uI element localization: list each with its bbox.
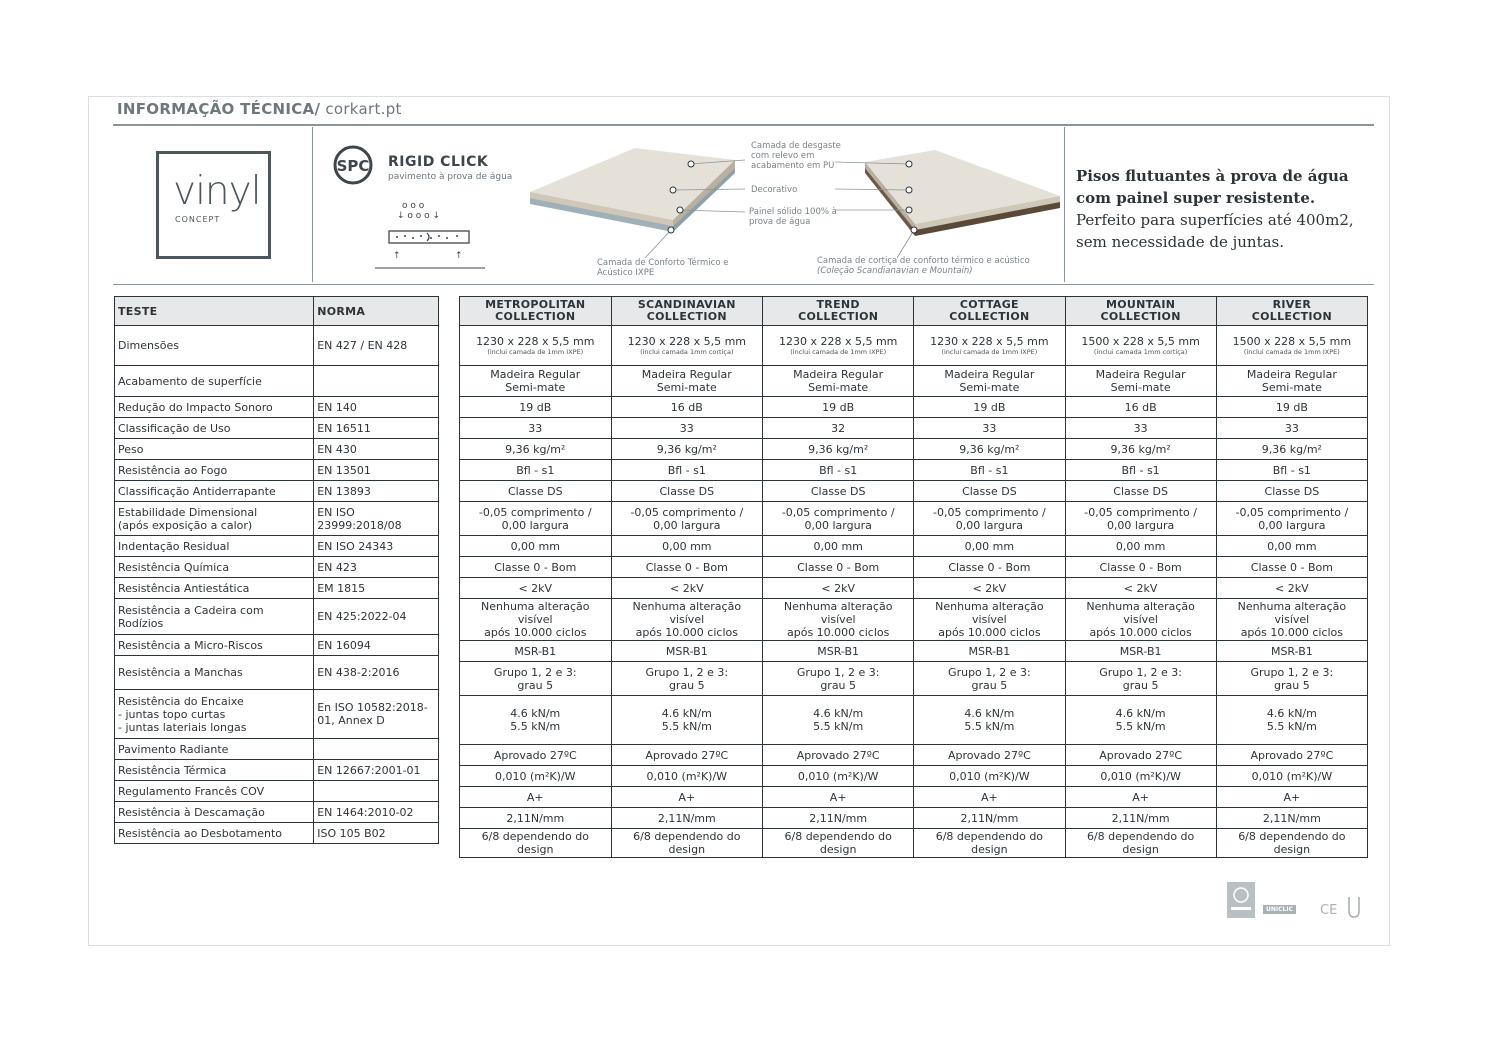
tagline-reg-2: sem necessidade de juntas. [1076, 233, 1285, 251]
table-row [460, 481, 1368, 502]
value-cell: Madeira Regular Semi-mate [1065, 366, 1216, 397]
value-cell: 0,010 (m²K)/W [611, 766, 763, 787]
header-title: INFORMAÇÃO TÉCNICA [117, 100, 315, 118]
value-cell: Bfl - s1 [763, 460, 914, 481]
value-cell: Classe DS [611, 481, 763, 502]
standard-cell: EN 16094 [314, 635, 439, 656]
standard-cell [314, 366, 439, 397]
table-row [115, 557, 439, 578]
value-cell: 0,00 mm [1065, 536, 1216, 557]
value-cell: 2,11N/mm [1216, 808, 1367, 829]
value-cell: Classe 0 - Bom [763, 557, 914, 578]
test-name-cell: Pavimento Radiante [115, 739, 314, 760]
test-name-cell: Classificação de Uso [115, 418, 314, 439]
table-row [460, 418, 1368, 439]
table-row [460, 787, 1368, 808]
value-cell: 9,36 kg/m² [1065, 439, 1216, 460]
value-cell: 6/8 dependendo do design [1065, 829, 1216, 858]
test-name-cell: Acabamento de superfície [115, 366, 314, 397]
collection-header: RIVER COLLECTION [1216, 297, 1367, 326]
dimension-value: 1230 x 228 x 5,5 mm [476, 335, 595, 348]
standard-cell: EN 425:2022-04 [314, 599, 439, 635]
table-row [115, 578, 439, 599]
dimension-value: 1230 x 228 x 5,5 mm [930, 335, 1049, 348]
value-cell: Classe 0 - Bom [1216, 557, 1367, 578]
value-cell: MSR-B1 [763, 641, 914, 662]
value-cell: A+ [1216, 787, 1367, 808]
value-cell: Aprovado 27ºC [460, 745, 612, 766]
value-cell: MSR-B1 [1216, 641, 1367, 662]
table-row [115, 739, 439, 760]
table-row [460, 439, 1368, 460]
value-cell: 0,010 (m²K)/W [914, 766, 1065, 787]
value-cell: 0,00 mm [914, 536, 1065, 557]
value-cell: 2,11N/mm [611, 808, 763, 829]
value-cell: Grupo 1, 2 e 3: grau 5 [1216, 662, 1367, 696]
spc-badge-text: SPC [336, 157, 370, 175]
test-name-cell: Dimensões [115, 326, 314, 366]
value-cell: 0,00 mm [460, 536, 612, 557]
value-cell: 32 [763, 418, 914, 439]
test-name-cell: Regulamento Francês COV [115, 781, 314, 802]
value-cell: 6/8 dependendo do design [914, 829, 1065, 858]
table-row [115, 823, 439, 844]
label-wear-layer: Camada de desgaste com relevo em acabamento em PU [751, 141, 841, 171]
col-header-standard: NORMA [314, 297, 439, 326]
value-cell: -0,05 comprimento / 0,00 largura [1065, 502, 1216, 536]
spc-badge-icon [328, 145, 378, 185]
test-name-cell: Resistência a Micro-Riscos [115, 635, 314, 656]
waterproof-drops-icon [375, 198, 485, 270]
rigid-click-subtitle: pavimento à prova de água [388, 172, 513, 182]
table-row [460, 745, 1368, 766]
test-name-cell: Estabilidade Dimensional (após exposição a calor) [115, 502, 314, 536]
value-cell: 2,11N/mm [460, 808, 612, 829]
label-ixpe: Camada de Conforto Térmico e Acústico IXPE [597, 258, 729, 278]
value-cell: Grupo 1, 2 e 3: grau 5 [763, 662, 914, 696]
value-cell: A+ [763, 787, 914, 808]
value-cell: MSR-B1 [914, 641, 1065, 662]
table-row [115, 656, 439, 690]
test-name-cell: Redução do Impacto Sonoro [115, 397, 314, 418]
standard-cell: EN 16511 [314, 418, 439, 439]
table-row [460, 578, 1368, 599]
logo-word: vinyl [173, 169, 261, 214]
value-cell: -0,05 comprimento / 0,00 largura [763, 502, 914, 536]
table-row [115, 418, 439, 439]
dimension-cell [1065, 326, 1216, 366]
test-name-cell: Resistência Térmica [115, 760, 314, 781]
value-cell: 19 dB [460, 397, 612, 418]
standard-cell: EN 140 [314, 397, 439, 418]
value-cell: < 2kV [1065, 578, 1216, 599]
value-cell: 6/8 dependendo do design [611, 829, 763, 858]
value-cell: 9,36 kg/m² [1216, 439, 1367, 460]
value-cell: 2,11N/mm [914, 808, 1065, 829]
value-cell: Nenhuma alteração visível após 10.000 ciclos [763, 599, 914, 641]
collection-header: METROPOLITAN COLLECTION [460, 297, 612, 326]
table-row [115, 397, 439, 418]
label-decorative: Decorativo [751, 185, 798, 195]
standard-cell [314, 739, 439, 760]
value-cell: 4.6 kN/m 5.5 kN/m [1216, 696, 1367, 745]
value-cell: 16 dB [611, 397, 763, 418]
value-cell: Classe DS [460, 481, 612, 502]
dimension-cell [763, 326, 914, 366]
value-cell: 2,11N/mm [1065, 808, 1216, 829]
table-row [115, 781, 439, 802]
standard-cell: EN 13893 [314, 481, 439, 502]
certification-seal-icon [1227, 882, 1255, 918]
value-cell: Aprovado 27ºC [914, 745, 1065, 766]
table-row [460, 536, 1368, 557]
value-cell: Classe DS [1065, 481, 1216, 502]
table-row [115, 460, 439, 481]
table-row [460, 696, 1368, 745]
test-name-cell: Peso [115, 439, 314, 460]
value-cell: 19 dB [914, 397, 1065, 418]
value-cell: Aprovado 27ºC [763, 745, 914, 766]
standard-cell: En ISO 10582:2018- 01, Annex D [314, 690, 439, 739]
value-cell: Bfl - s1 [1065, 460, 1216, 481]
table-row [460, 641, 1368, 662]
table-row [460, 460, 1368, 481]
value-cell: 33 [1216, 418, 1367, 439]
divider-left [312, 127, 313, 282]
value-cell: A+ [460, 787, 612, 808]
standard-cell: EN 430 [314, 439, 439, 460]
value-cell: 33 [914, 418, 1065, 439]
table-row [115, 690, 439, 739]
page-header [117, 100, 402, 118]
dimension-value: 1500 x 228 x 5,5 mm [1081, 335, 1200, 348]
table-row [115, 635, 439, 656]
table-row [115, 536, 439, 557]
table-row [115, 599, 439, 635]
value-cell: 0,010 (m²K)/W [460, 766, 612, 787]
value-cell: Madeira Regular Semi-mate [763, 366, 914, 397]
test-name-cell: Classificação Antiderrapante [115, 481, 314, 502]
value-cell: 6/8 dependendo do design [460, 829, 612, 858]
test-name-cell: Resistência do Encaixe - juntas topo curtas - juntas lateriais longas [115, 690, 314, 739]
value-cell: 0,00 mm [1216, 536, 1367, 557]
table-row [115, 326, 439, 366]
dimension-cell [914, 326, 1065, 366]
value-cell: Classe DS [914, 481, 1065, 502]
value-cell: Nenhuma alteração visível após 10.000 ciclos [611, 599, 763, 641]
svg-text:o o o: o o o [402, 201, 425, 211]
table-row [115, 760, 439, 781]
value-cell: Grupo 1, 2 e 3: grau 5 [460, 662, 612, 696]
value-cell: 0,010 (m²K)/W [1216, 766, 1367, 787]
table-row [460, 766, 1368, 787]
svg-text:↓ o o o ↓: ↓ o o o ↓ [397, 211, 441, 221]
table-row [460, 397, 1368, 418]
value-cell: Classe 0 - Bom [460, 557, 612, 578]
value-cell: Bfl - s1 [914, 460, 1065, 481]
value-cell: 9,36 kg/m² [914, 439, 1065, 460]
standard-cell: EN 12667:2001-01 [314, 760, 439, 781]
tagline [1076, 165, 1386, 253]
value-cell: < 2kV [763, 578, 914, 599]
value-cell: 33 [1065, 418, 1216, 439]
uniclic-logo: UNICLIC [1263, 905, 1296, 914]
test-name-cell: Resistência ao Desbotamento [115, 823, 314, 844]
value-cell: 0,010 (m²K)/W [1065, 766, 1216, 787]
dimension-note: (inclui camada de 1mm IXPE) [941, 348, 1038, 356]
label-cork-note: (Coleção Scandianavian e Mountain) [817, 266, 973, 276]
value-cell: 33 [611, 418, 763, 439]
value-cell: 0,00 mm [611, 536, 763, 557]
value-cell: Grupo 1, 2 e 3: grau 5 [1065, 662, 1216, 696]
header-separator: / [314, 100, 321, 118]
table-row [115, 802, 439, 823]
dimension-note: (inclui camada de 1mm IXPE) [790, 348, 887, 356]
section-rule [113, 284, 1374, 285]
value-cell: 6/8 dependendo do design [1216, 829, 1367, 858]
value-cell: Classe DS [1216, 481, 1367, 502]
standard-cell: EN 423 [314, 557, 439, 578]
value-cell: < 2kV [914, 578, 1065, 599]
test-name-cell: Resistência à Descamação [115, 802, 314, 823]
collection-header: COTTAGE COLLECTION [914, 297, 1065, 326]
table-row [460, 808, 1368, 829]
value-cell: 4.6 kN/m 5.5 kN/m [611, 696, 763, 745]
table-row [460, 557, 1368, 578]
value-cell: Bfl - s1 [460, 460, 612, 481]
value-cell: Classe 0 - Bom [1065, 557, 1216, 578]
value-cell: Nenhuma alteração visível após 10.000 ciclos [1065, 599, 1216, 641]
value-cell: -0,05 comprimento / 0,00 largura [460, 502, 612, 536]
value-cell: 4.6 kN/m 5.5 kN/m [914, 696, 1065, 745]
tagline-bold-1: Pisos flutuantes à prova de água [1076, 167, 1349, 185]
value-cell: 33 [460, 418, 612, 439]
table-row [460, 502, 1368, 536]
test-name-cell: Resistência a Cadeira com Rodízios [115, 599, 314, 635]
test-name-cell: Resistência ao Fogo [115, 460, 314, 481]
vinyl-concept-logo [156, 151, 271, 259]
value-cell: Bfl - s1 [611, 460, 763, 481]
table-row [460, 662, 1368, 696]
svg-text:↑: ↑ [455, 251, 463, 261]
value-cell: Aprovado 27ºC [611, 745, 763, 766]
value-cell: 16 dB [1065, 397, 1216, 418]
value-cell: A+ [1065, 787, 1216, 808]
value-cell: MSR-B1 [460, 641, 612, 662]
standard-cell: ISO 105 B02 [314, 823, 439, 844]
ce-mark: CE [1320, 903, 1338, 918]
value-cell: 2,11N/mm [763, 808, 914, 829]
dimension-note: (inclui camada 1mm cortiça) [640, 348, 734, 356]
table-row [460, 366, 1368, 397]
header-rule [113, 124, 1374, 126]
dimension-note: (inclui camada 1mm cortiça) [1093, 348, 1188, 356]
value-cell: Classe 0 - Bom [914, 557, 1065, 578]
value-cell: 4.6 kN/m 5.5 kN/m [1065, 696, 1216, 745]
standard-cell: EN 438-2:2016 [314, 656, 439, 690]
value-cell: 0,00 mm [763, 536, 914, 557]
label-cork [817, 256, 1057, 276]
value-cell: Madeira Regular Semi-mate [1216, 366, 1367, 397]
standard-cell: EN 427 / EN 428 [314, 326, 439, 366]
table-row [115, 439, 439, 460]
value-cell: 4.6 kN/m 5.5 kN/m [763, 696, 914, 745]
value-cell: 19 dB [763, 397, 914, 418]
dimension-cell [1216, 326, 1367, 366]
dimension-note: (inclui camada de 1mm IXPE) [1243, 348, 1340, 356]
standard-cell: EN ISO 24343 [314, 536, 439, 557]
value-cell: 4.6 kN/m 5.5 kN/m [460, 696, 612, 745]
standard-cell: EN ISO 23999:2018/08 [314, 502, 439, 536]
label-panel: Painel sólido 100% à prova de água [749, 207, 837, 227]
test-name-cell: Resistência Química [115, 557, 314, 578]
table-row [115, 481, 439, 502]
dimension-value: 1500 x 228 x 5,5 mm [1232, 335, 1352, 348]
rigid-click-title: RIGID CLICK [388, 154, 489, 170]
value-cell: Classe 0 - Bom [611, 557, 763, 578]
test-standards-table [114, 296, 439, 844]
value-cell: Madeira Regular Semi-mate [914, 366, 1065, 397]
dimension-value: 1230 x 228 x 5,5 mm [778, 335, 898, 348]
value-cell: Madeira Regular Semi-mate [460, 366, 612, 397]
value-cell: A+ [914, 787, 1065, 808]
value-cell: 9,36 kg/m² [763, 439, 914, 460]
value-cell: MSR-B1 [1065, 641, 1216, 662]
header-site: corkart.pt [325, 100, 402, 118]
value-cell: < 2kV [1216, 578, 1367, 599]
value-cell: Classe DS [763, 481, 914, 502]
value-cell: 9,36 kg/m² [611, 439, 763, 460]
table-row [460, 326, 1368, 366]
value-cell: 9,36 kg/m² [460, 439, 612, 460]
collection-header: TREND COLLECTION [763, 297, 914, 326]
table-row [460, 829, 1368, 858]
value-cell: MSR-B1 [611, 641, 763, 662]
value-cell: 19 dB [1216, 397, 1367, 418]
table-row [460, 599, 1368, 641]
standard-cell: EN 13501 [314, 460, 439, 481]
standard-cell: EN 1464:2010-02 [314, 802, 439, 823]
value-cell: -0,05 comprimento / 0,00 largura [611, 502, 763, 536]
value-cell: < 2kV [611, 578, 763, 599]
col-header-test: TESTE [115, 297, 314, 326]
value-cell: Grupo 1, 2 e 3: grau 5 [914, 662, 1065, 696]
logo-sub: CONCEPT [175, 215, 221, 224]
value-cell: Grupo 1, 2 e 3: grau 5 [611, 662, 763, 696]
value-cell: 6/8 dependendo do design [763, 829, 914, 858]
value-cell: Nenhuma alteração visível após 10.000 ciclos [460, 599, 612, 641]
value-cell: -0,05 comprimento / 0,00 largura [1216, 502, 1367, 536]
test-name-cell: Resistência a Manchas [115, 656, 314, 690]
collection-header: MOUNTAIN COLLECTION [1065, 297, 1216, 326]
value-cell: -0,05 comprimento / 0,00 largura [914, 502, 1065, 536]
standard-cell [314, 781, 439, 802]
tagline-reg-1: Perfeito para superfícies até 400m2, [1076, 211, 1354, 229]
dimension-cell [611, 326, 763, 366]
value-cell: 0,010 (m²K)/W [763, 766, 914, 787]
tagline-bold-2: com painel super resistente. [1076, 189, 1316, 207]
value-cell: Madeira Regular Semi-mate [611, 366, 763, 397]
value-cell: < 2kV [460, 578, 612, 599]
collections-table [459, 296, 1368, 858]
value-cell: Aprovado 27ºC [1065, 745, 1216, 766]
value-cell: Nenhuma alteração visível após 10.000 ciclos [1216, 599, 1367, 641]
value-cell: Nenhuma alteração visível após 10.000 ciclos [914, 599, 1065, 641]
test-name-cell: Indentação Residual [115, 536, 314, 557]
value-cell: A+ [611, 787, 763, 808]
table-row [115, 366, 439, 397]
label-cork-text: Camada de cortiça de conforto térmico e acústico [817, 256, 1030, 266]
svg-text:↑: ↑ [393, 251, 401, 261]
collection-header: SCANDINAVIAN COLLECTION [611, 297, 763, 326]
dimension-value: 1230 x 228 x 5,5 mm [627, 335, 747, 348]
table-row [115, 502, 439, 536]
glass-fork-icon [1346, 895, 1362, 919]
value-cell: Bfl - s1 [1216, 460, 1367, 481]
dimension-note: (inclui camada de 1mm IXPE) [487, 348, 584, 356]
test-name-cell: Resistência Antiestática [115, 578, 314, 599]
value-cell: Aprovado 27ºC [1216, 745, 1367, 766]
standard-cell: EM 1815 [314, 578, 439, 599]
dimension-cell [460, 326, 612, 366]
